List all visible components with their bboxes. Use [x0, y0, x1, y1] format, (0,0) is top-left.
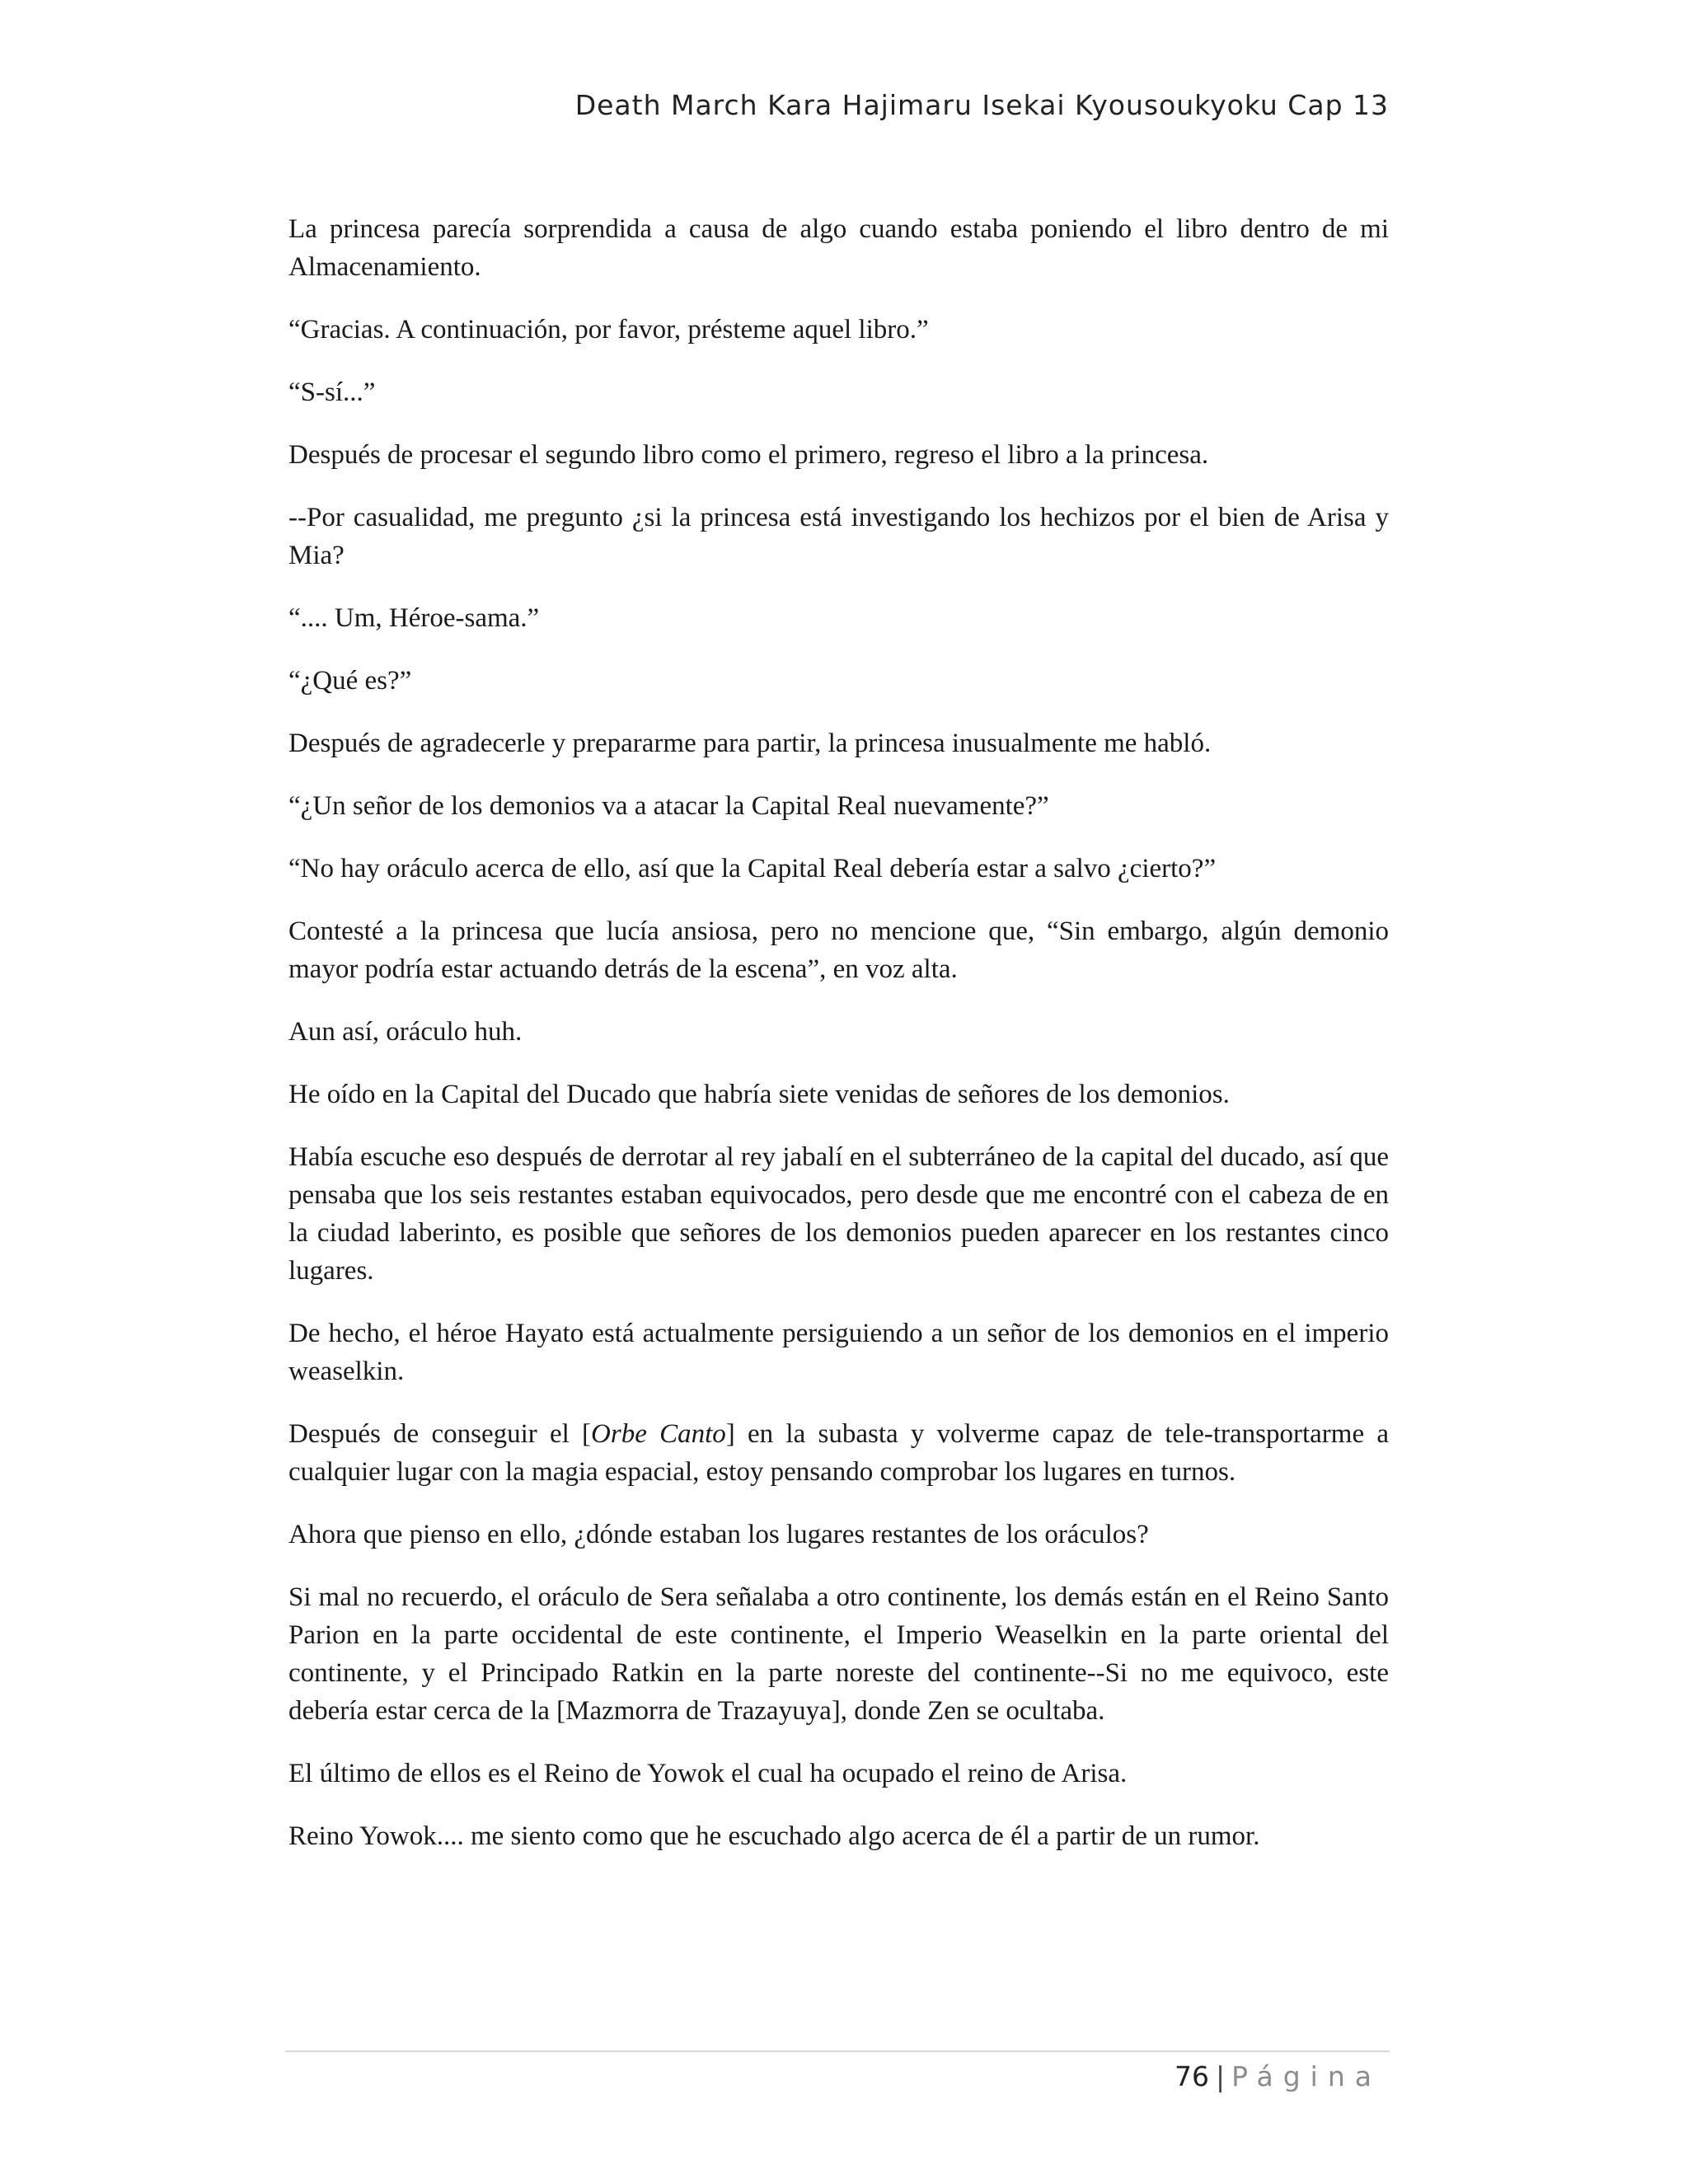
paragraph: He oído en la Capital del Ducado que habría siete venidas de señores de los demonios. [288, 1080, 1230, 1109]
page-number: 76 [1174, 2060, 1209, 2093]
paragraph: De hecho, el héroe Hayato está actualmente persiguiendo a un señor de los demonios en el imperio weaselkin. [288, 1319, 1389, 1386]
paragraph: “¿Un señor de los demonios va a atacar la Capital Real nuevamente?” [288, 791, 1049, 821]
paragraph: Después de procesar el segundo libro como el primero, regreso el libro a la princesa. [288, 440, 1209, 470]
paragraph: Ahora que pienso en ello, ¿dónde estaban los lugares restantes de los oráculos? [288, 1520, 1149, 1549]
footer-separator: | [1215, 2060, 1226, 2093]
paragraph: Si mal no recuerdo, el oráculo de Sera señalaba a otro continente, los demás están en el Reino Santo Parion en la parte occidental de este continente, el Imperio Weaselkin en la parte oriental del continente, y el Principado Ratkin en la parte noreste del continente--Si no me equivoco, este debería estar cerca de la [Mazmorra de Trazayuya], donde Zen se ocultaba. [288, 1582, 1389, 1726]
paragraph: Reino Yowok.... me siento como que he escuchado algo acerca de él a partir de un rumor. [288, 1821, 1260, 1851]
paragraph: Aun así, oráculo huh. [288, 1017, 523, 1047]
paragraph: “Gracias. A continuación, por favor, présteme aquel libro.” [288, 315, 929, 344]
paragraph: “¿Qué es?” [288, 666, 412, 696]
paragraph-text: ] en la subasta y volverme capaz de tele-transportarme a cualquier lugar con la magia espacial, estoy pensando comprobar los lugares en turnos. [288, 1419, 1389, 1487]
page-label: Página [1231, 2060, 1381, 2093]
paragraph: --Por casualidad, me pregunto ¿si la princesa está investigando los hechizos por el bien de Arisa y Mia? [288, 503, 1389, 570]
paragraph: Había escuche eso después de derrotar al rey jabalí en el subterráneo de la capital del ducado, así que pensaba que los seis restantes estaban equivocados, pero desde que me encontré con el cabeza de en la ciudad laberinto, es posible que señores de los demonios pueden aparecer en los restantes cinco lugares. [288, 1142, 1389, 1286]
document-body [288, 210, 1389, 1880]
italic-item-name: Orbe Canto [591, 1419, 726, 1449]
paragraph: “S-sí...” [288, 377, 376, 407]
paragraph: La princesa parecía sorprendida a causa de algo cuando estaba poniendo el libro dentro de mi Almacenamiento. [288, 214, 1389, 282]
footer-divider [285, 2050, 1390, 2052]
page-header-title: Death March Kara Hajimaru Isekai Kyousoukyoku Cap 13 [574, 89, 1389, 121]
paragraph-text: Después de conseguir el [ [288, 1419, 592, 1449]
page-footer [1175, 2060, 1381, 2093]
paragraph-orbe-canto [288, 1415, 1389, 1491]
paragraph: Después de agradecerle y prepararme para partir, la princesa inusualmente me habló. [288, 729, 1212, 758]
paragraph: “.... Um, Héroe-sama.” [288, 603, 540, 633]
paragraph: “No hay oráculo acerca de ello, así que la Capital Real debería estar a salvo ¿cierto?” [288, 854, 1217, 883]
paragraph: Contesté a la princesa que lucía ansiosa, pero no mencione que, “Sin embargo, algún demonio mayor podría estar actuando detrás de la escena”, en voz alta. [288, 916, 1389, 984]
paragraph: El último de ellos es el Reino de Yowok el cual ha ocupado el reino de Arisa. [288, 1759, 1128, 1788]
